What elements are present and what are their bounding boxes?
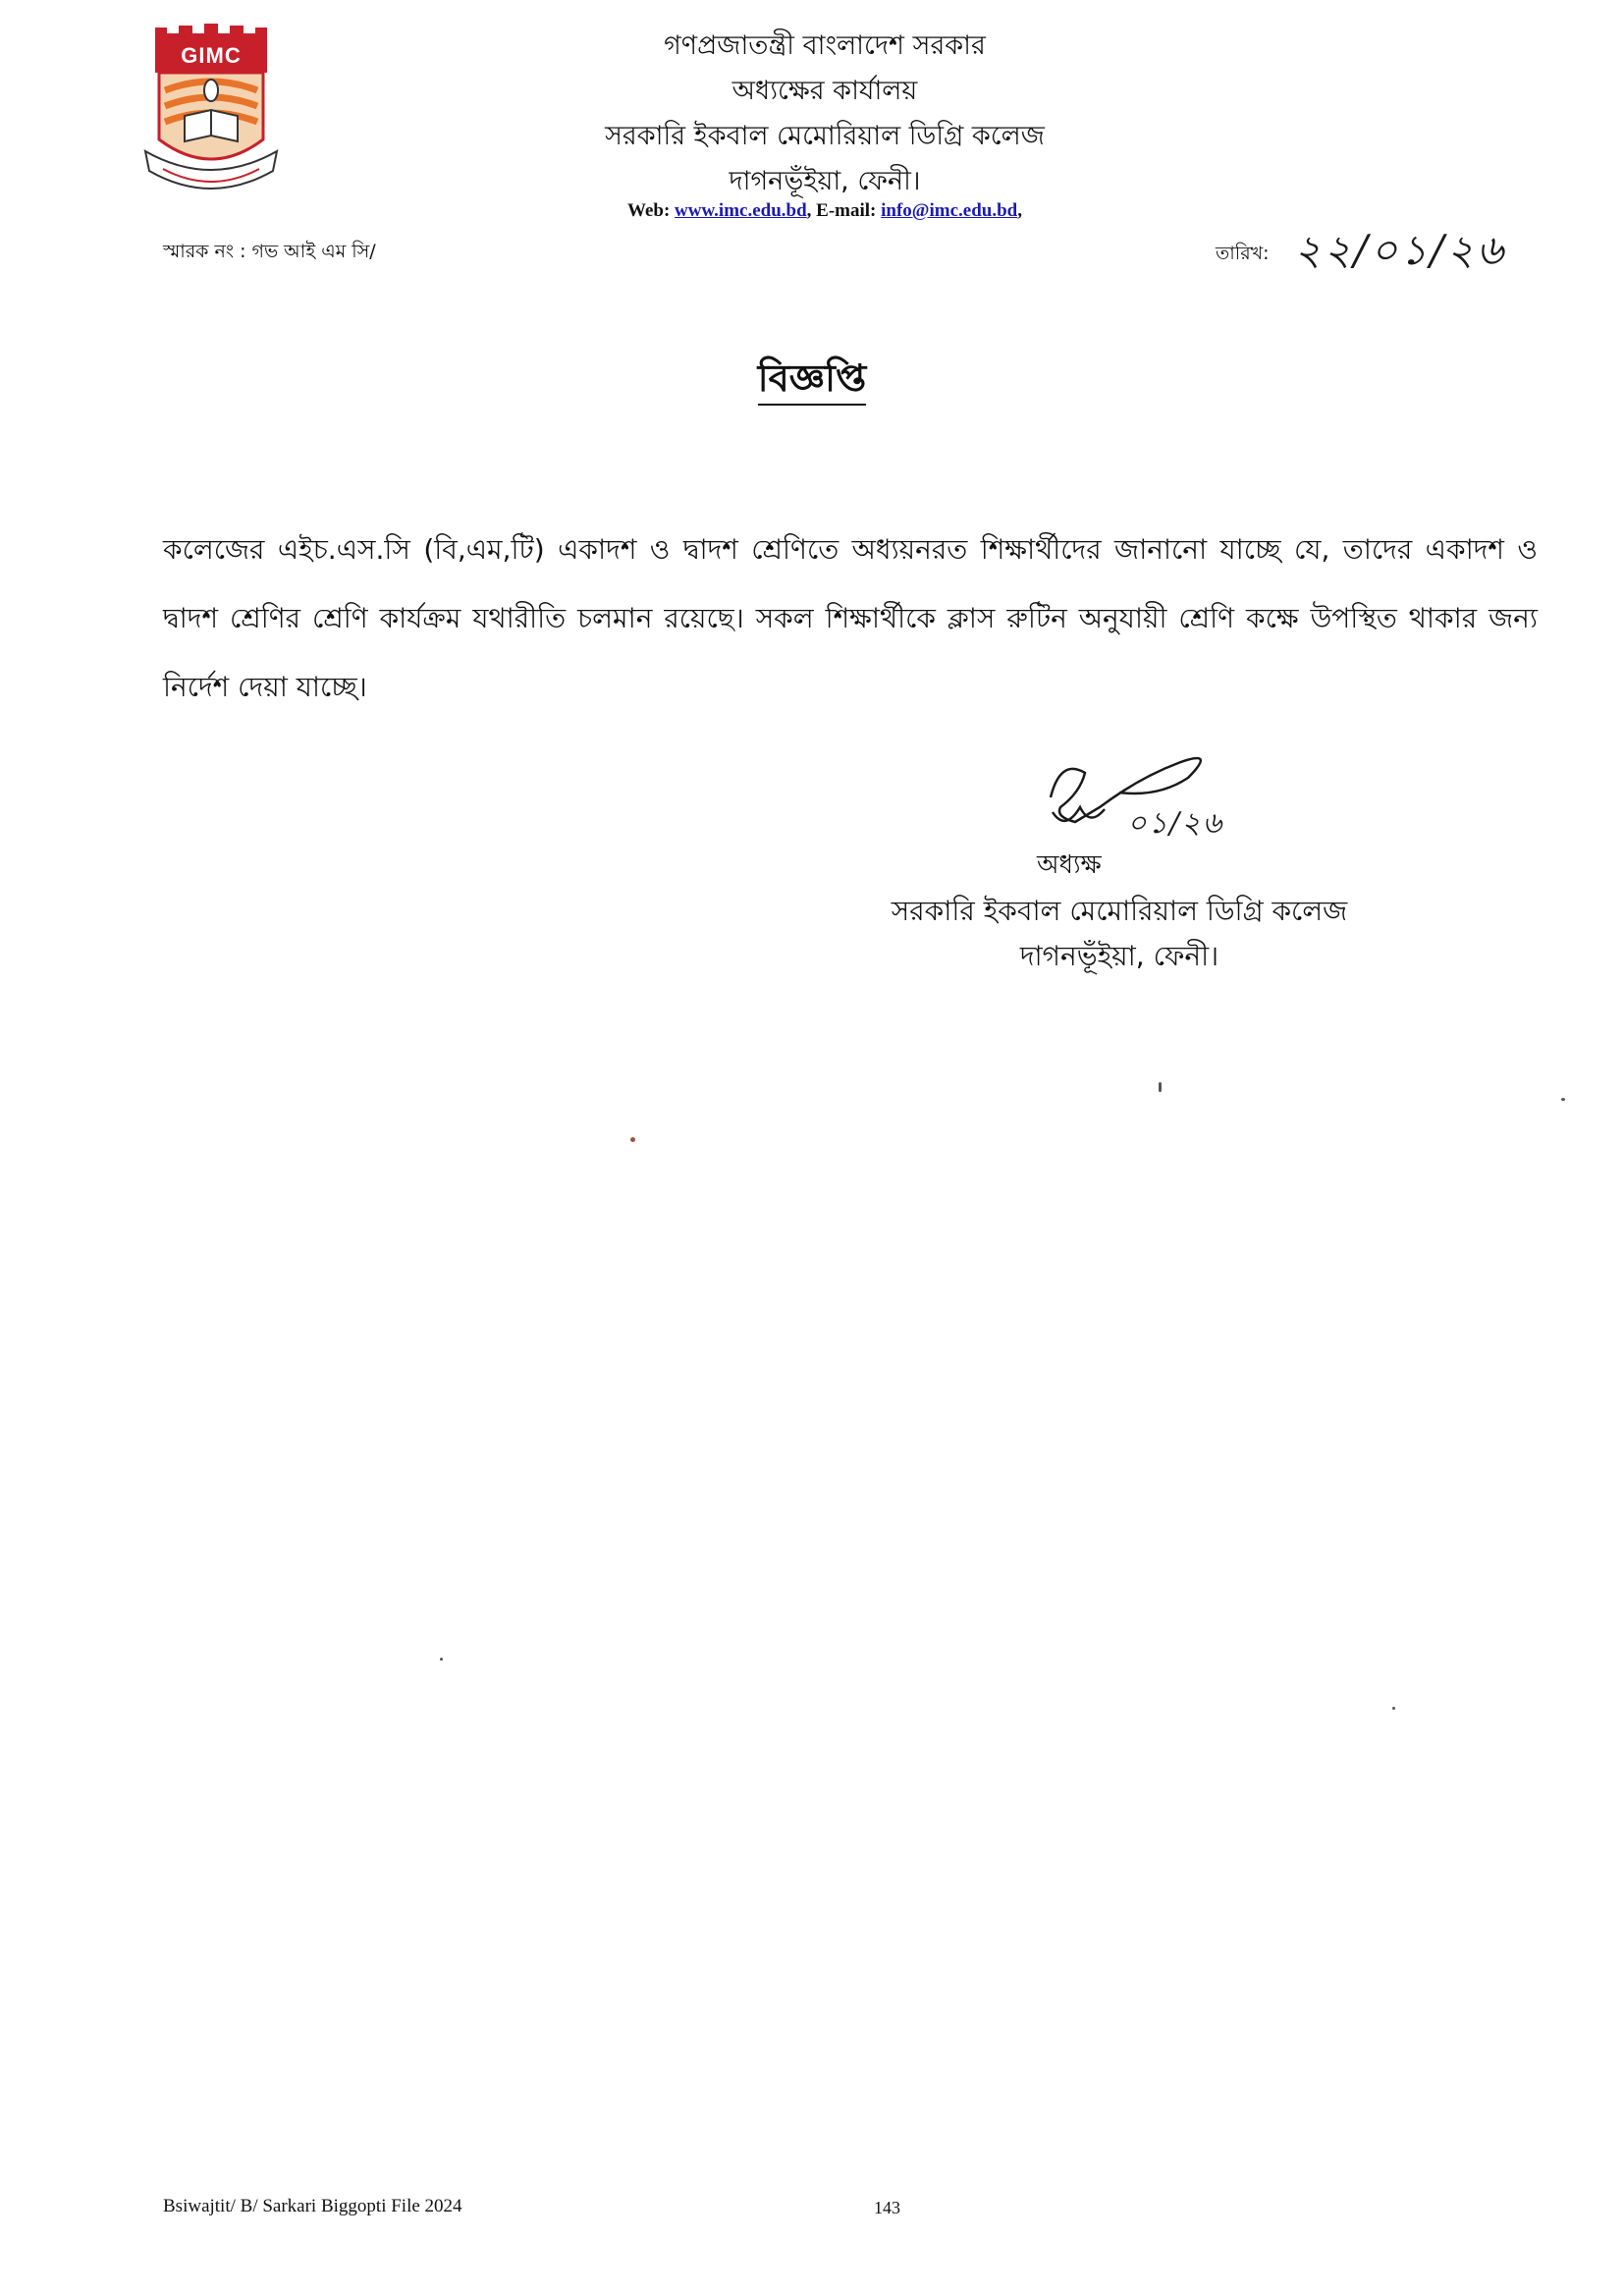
handwritten-date: ২২/০১/২৬	[1294, 226, 1507, 274]
website-link[interactable]: www.imc.edu.bd	[675, 200, 807, 221]
signature-image	[1031, 738, 1276, 847]
scan-speck	[440, 1658, 443, 1661]
scan-speck	[630, 1137, 635, 1142]
header-government: গণপ্রজাতন্ত্রী বাংলাদেশ সরকার	[664, 30, 986, 61]
header-address: দাগনভূঁইয়া, ফেনী।	[729, 166, 921, 196]
scan-speck	[1561, 1098, 1565, 1101]
logo-text: GIMC	[181, 43, 242, 68]
signatory-college: সরকারি ইকবাল মেমোরিয়াল ডিগ্রি কলেজ	[891, 895, 1348, 927]
memo-number: স্মারক নং : গভ আই এম সি/	[163, 241, 376, 262]
header-contact: Web: www.imc.edu.bd, E-mail: info@imc.edu.bd,	[627, 200, 1022, 221]
notice-title	[0, 350, 1624, 412]
signature-date-note: ০১/২৬	[1127, 806, 1224, 841]
email-link[interactable]: info@imc.edu.bd	[881, 200, 1018, 221]
footer-file-reference: Bsiwajtit/ B/ Sarkari Biggopti File 2024	[163, 2196, 462, 2216]
notice-title-text: বিজ্ঞপ্তি	[758, 356, 867, 406]
email-label: E-mail:	[816, 200, 877, 221]
signatory-address: দাগনভূঁইয়া, ফেনী।	[1019, 940, 1219, 972]
date-label: তারিখ:	[1216, 243, 1270, 264]
header-college-name: সরকারি ইকবাল মেমোরিয়াল ডিগ্রি কলেজ	[605, 121, 1045, 151]
scan-speck	[1159, 1082, 1162, 1092]
college-logo	[137, 22, 285, 208]
notice-body: কলেজের এইচ.এস.সি (বি,এম,টি) একাদশ ও দ্বাদশ শ্রেণিতে অধ্যয়নরত শিক্ষার্থীদের জানানো যাচ্ছে যে, তাদের একাদশ ও দ্বাদশ শ্রেণির শ্রেণি কার্যক্রম যথারীতি চলমান রয়েছে। সকল শিক্ষার্থীকে ক্লাস রুটিন অনুযায়ী শ্রেণি কক্ষে উপস্থিত থাকার জন্য নির্দেশ দেয়া যাচ্ছে।	[163, 533, 1538, 703]
web-label: Web:	[627, 200, 671, 221]
footer-page-number: 143	[874, 2198, 900, 2217]
header-office: অধ্যক্ষের কার্যালয়	[731, 76, 918, 106]
scan-speck	[1392, 1707, 1395, 1710]
signatory-title: অধ্যক্ষ	[1037, 850, 1102, 880]
